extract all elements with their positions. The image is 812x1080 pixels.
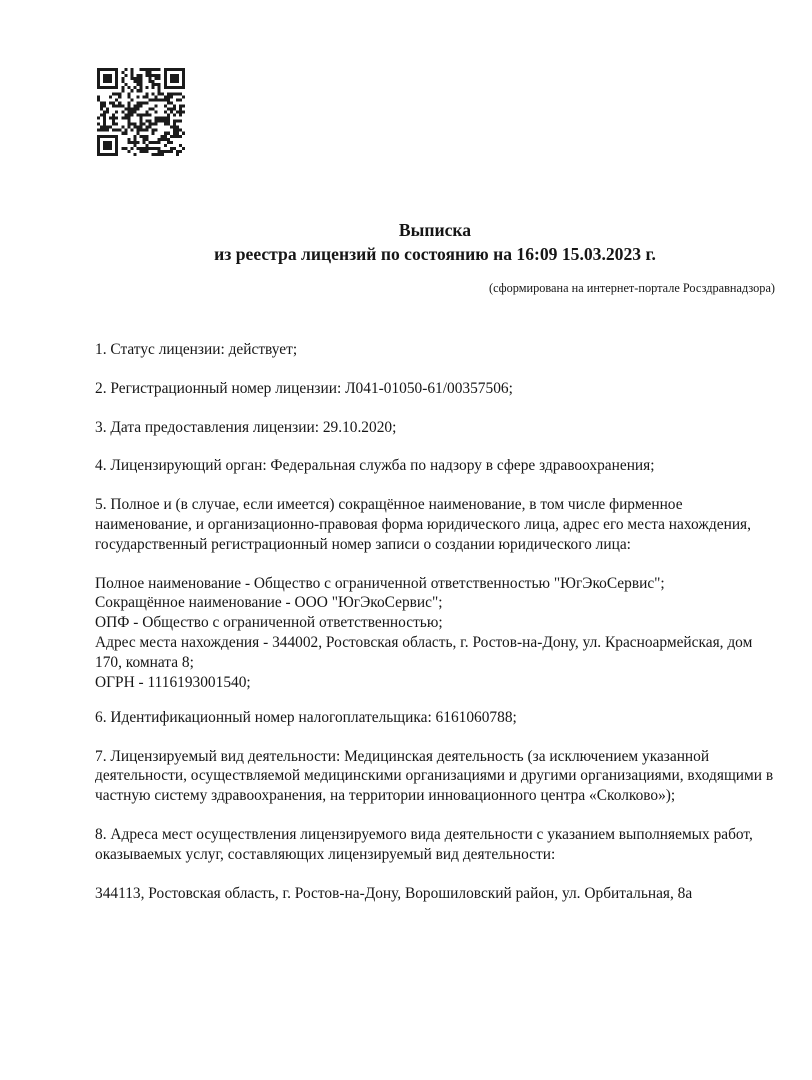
qr-code-image: [97, 68, 185, 156]
paragraph-license-status: [95, 340, 783, 360]
text-line: 2. Регистрационный номер лицензии: Л041-01050-61/00357506;: [95, 379, 513, 397]
document-subtitle: (сформирована на интернет-портале Росздравнадзора): [488, 281, 775, 295]
text-line: 7. Лицензируемый вид деятельности: Медицинская деятельность (за исключением указанной деятельности, осуществляемой медицинскими организациями и другими организациями, входящими в частную систему здравоохранения, на территории инновационного центра «Сколково»);: [95, 747, 774, 805]
title-line-2: из реестра лицензий по состоянию на 16:09 15.03.2023 г.: [214, 244, 656, 264]
paragraph-activity-address: [95, 884, 783, 904]
text-line: 5. Полное и (в случае, если имеется) сокращённое наименование, в том числе фирменное наименование, и организационно-правовая форма юридического лица, адрес его места нахождения, государственный регистрационный номер записи о создании юридического лица:: [95, 496, 751, 553]
text-line: 3. Дата предоставления лицензии: 29.10.2020;: [95, 418, 397, 436]
paragraph-activity-addresses-heading: [95, 825, 783, 865]
org-short-name: Сокращённое наименование - ООО "ЮгЭкоСервис";: [95, 594, 443, 612]
text-line: 344113, Ростовская область, г. Ростов-на-Дону, Ворошиловский район, ул. Орбитальная, 8а: [95, 884, 693, 902]
org-ogrn: ОГРН - 1116193001540;: [95, 673, 251, 691]
paragraph-registration-number: [95, 379, 783, 399]
text-line: 6. Идентификационный номер налогоплательщика: 6161060788;: [95, 708, 517, 726]
text-line: 1. Статус лицензии: действует;: [95, 341, 298, 358]
paragraph-org-info-heading: [95, 495, 783, 554]
paragraph-licensed-activity: [95, 747, 783, 806]
org-full-name: Полное наименование - Общество с ограниченной ответственностью "ЮгЭкоСервис";: [95, 574, 665, 592]
document-body: [95, 340, 783, 922]
title-line-1: Выписка: [398, 220, 472, 240]
paragraph-taxpayer-number: [95, 708, 783, 728]
document-title: [95, 218, 775, 266]
qr-code: [97, 68, 185, 156]
paragraph-grant-date: [95, 418, 783, 438]
paragraph-licensing-authority: [95, 456, 783, 476]
text-line: 8. Адреса мест осуществления лицензируемого вида деятельности с указанием выполняемых работ, оказываемых услуг, составляющих лицензируемый вид деятельности:: [95, 825, 753, 863]
org-address: Адрес места нахождения - 344002, Ростовская область, г. Ростов-на-Дону, ул. Красноармейская, дом 170, комната 8;: [95, 633, 753, 671]
text-line: 4. Лицензирующий орган: Федеральная служба по надзору в сфере здравоохранения;: [95, 457, 655, 475]
org-legal-form: ОПФ - Общество с ограниченной ответственностью;: [95, 614, 443, 632]
